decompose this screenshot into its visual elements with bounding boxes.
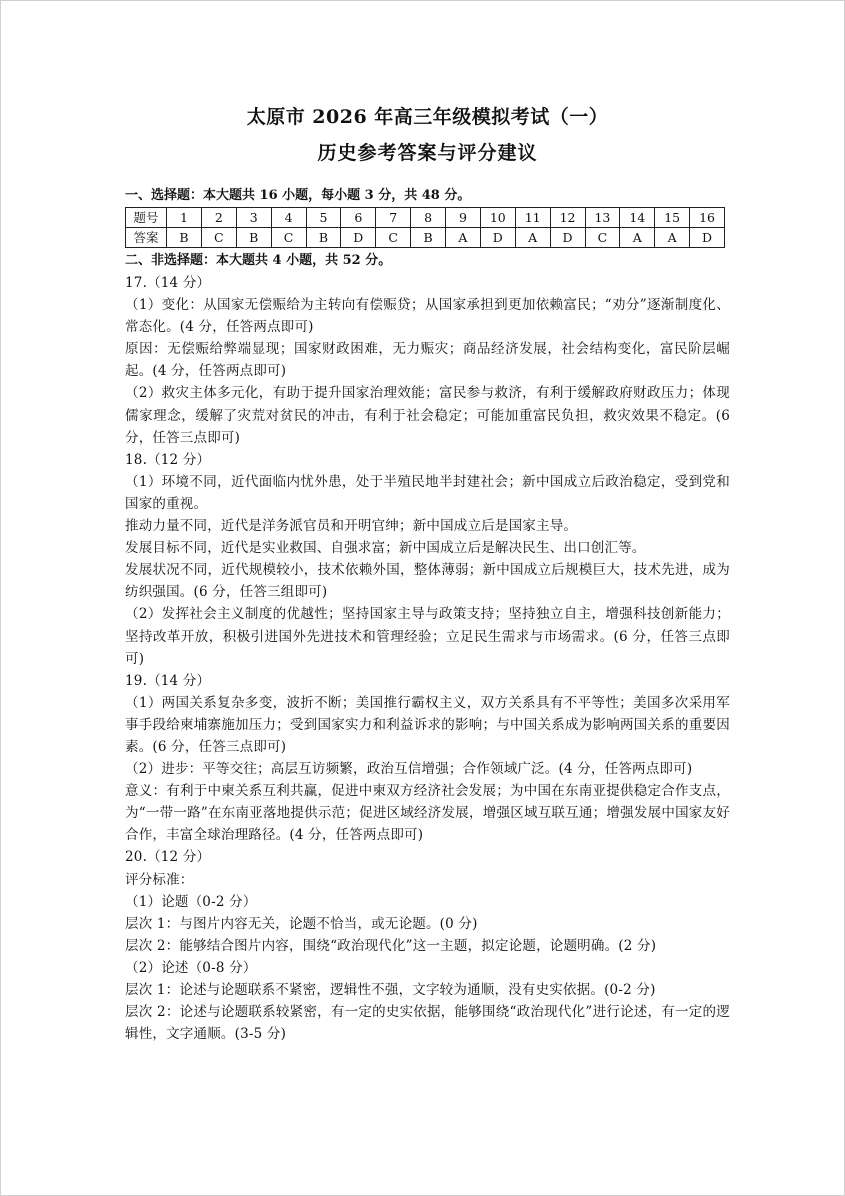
answer-cell: B — [167, 228, 202, 248]
answer-cell: B — [306, 228, 341, 248]
answer-row — [126, 228, 725, 248]
answer-paragraph: 评分标准： — [125, 871, 194, 888]
answer-paragraph: 层次 1：论述与论题联系不紧密，逻辑性不强，文字较为通顺，没有史实依据。(0-2 分) — [125, 982, 656, 998]
answer-cell: D — [550, 228, 585, 248]
question-number-cell: 11 — [515, 208, 550, 228]
answer-paragraph: 发展目标不同，近代是实业救国、自强求富；新中国成立后是解决民生、出口创汇等。 — [125, 540, 646, 557]
answer-table — [125, 207, 725, 248]
answer-key-subtitle: 历史参考答案与评分建议 — [317, 142, 538, 164]
question-number-cell: 3 — [236, 208, 271, 228]
question-number-cell: 6 — [341, 208, 376, 228]
answer-cell: B — [236, 228, 271, 248]
answer-cell: B — [411, 228, 446, 248]
section1-heading: 一、选择题：本大题共 16 小题，每小题 3 分，共 48 分。 — [125, 188, 471, 203]
answer-paragraph: （1）环境不同，近代面临内忧外患，处于半殖民地半封建社会；新中国成立后政治稳定，受到党和国家的重视。 — [125, 473, 730, 512]
answer-paragraph: 18.（12 分） — [125, 451, 211, 468]
question-number-row — [126, 208, 725, 228]
answer-cell: A — [620, 228, 655, 248]
answer-cell: D — [690, 228, 725, 248]
answer-cell: C — [585, 228, 620, 248]
answer-cell: A — [446, 228, 481, 248]
question-number-cell: 14 — [620, 208, 655, 228]
answer-paragraph: 原因：无偿赈给弊端显现；国家财政困难，无力赈灾；商品经济发展，社会结构变化，富民阶层崛起。(4 分，任答两点即可) — [125, 341, 730, 380]
answer-paragraph: 发展状况不同，近代规模较小，技术依赖外国，整体薄弱；新中国成立后规模巨大，技术先进，成为纺织强国。(6 分，任答三组即可) — [125, 562, 730, 601]
answer-cell: C — [271, 228, 306, 248]
answer-paragraph: （1）论题（0-2 分） — [125, 893, 257, 910]
answer-paragraph: （2）发挥社会主义制度的优越性；坚持国家主导与政策支持；坚持独立自主，增强科技创新能力；坚持改革开放，积极引进国外先进技术和管理经验；立足民生需求与市场需求。(6 分，任答三点即可) — [125, 606, 730, 667]
question-number-cell: 4 — [271, 208, 306, 228]
question-number-cell: 13 — [585, 208, 620, 228]
answer-paragraph: 17.（14 分） — [125, 275, 211, 291]
section2-heading: 二、非选择题：本大题共 4 小题，共 52 分。 — [125, 253, 392, 268]
answer-paragraph: （2）救灾主体多元化，有助于提升国家治理效能；富民参与救济，有利于缓解政府财政压力；体现儒家理念，缓解了灾荒对贫民的冲击，有利于社会稳定；可能加重富民负担，救灾效果不稳定。(6 分，任答三点即可) — [125, 385, 730, 446]
answer-cell: C — [201, 228, 236, 248]
question-row-label: 题号 — [126, 208, 167, 228]
answer-paragraph: 层次 1：与图片内容无关，论题不恰当，或无论题。(0 分) — [125, 915, 478, 932]
answer-paragraph: （2）论述（0-8 分） — [125, 959, 257, 976]
question-number-cell: 5 — [306, 208, 341, 228]
answer-paragraph: 20.（12 分） — [125, 849, 211, 866]
answer-paragraph: 层次 2：论述与论题联系较紧密，有一定的史实依据，能够围绕“政治现代化”进行论述，有一定的逻辑性，文字通顺。(3-5 分) — [125, 1004, 730, 1043]
section2-body — [125, 272, 730, 1045]
question-number-cell: 15 — [655, 208, 690, 228]
question-number-cell: 16 — [690, 208, 725, 228]
answer-cell: A — [655, 228, 690, 248]
answer-paragraph: 层次 2：能够结合图片内容，围绕“政治现代化”这一主题，拟定论题，论题明确。(2 分) — [125, 937, 657, 954]
question-number-cell: 1 — [167, 208, 202, 228]
answer-cell: A — [515, 228, 550, 248]
answer-paragraph: 推动力量不同，近代是洋务派官员和开明官绅；新中国成立后是国家主导。 — [125, 518, 578, 535]
document-content — [125, 101, 730, 1045]
question-number-cell: 7 — [376, 208, 411, 228]
question-number-cell: 9 — [446, 208, 481, 228]
answer-cell: D — [341, 228, 376, 248]
answer-row-label: 答案 — [126, 228, 167, 248]
answer-paragraph: （2）进步：平等交往；高层互访频繁，政治互信增强；合作领域广泛。(4 分，任答两点即可) — [125, 761, 693, 778]
answer-cell: D — [480, 228, 515, 248]
question-number-cell: 8 — [411, 208, 446, 228]
question-number-cell: 2 — [201, 208, 236, 228]
question-number-cell: 12 — [550, 208, 585, 228]
question-number-cell: 10 — [480, 208, 515, 228]
exam-title: 太原市 2026 年高三年级模拟考试（一） — [246, 106, 609, 128]
answer-cell: C — [376, 228, 411, 248]
answer-paragraph: （1）两国关系复杂多变，波折不断；美国推行霸权主义，双方关系具有不平等性；美国多次采用军事手段给柬埔寨施加压力；受到国家实力和利益诉求的影响；与中国关系成为影响两国关系的重要因素。(6 分，任答三点即可) — [125, 694, 730, 755]
answer-paragraph: （1）变化：从国家无偿赈给为主转向有偿赈贷；从国家承担到更加依赖富民；“劝分”逐渐制度化、常态化。(4 分，任答两点即可) — [125, 297, 730, 336]
answer-paragraph: 意义：有利于中柬关系互利共赢，促进中柬双方经济社会发展；为中国在东南亚提供稳定合作支点，为“一带一路”在东南亚落地提供示范；促进区域经济发展，增强区域互联互通；增强发展中国家友好合作，丰富全球治理路径。(4 分，任答两点即可) — [125, 783, 730, 844]
answer-paragraph: 19.（14 分） — [125, 672, 211, 689]
